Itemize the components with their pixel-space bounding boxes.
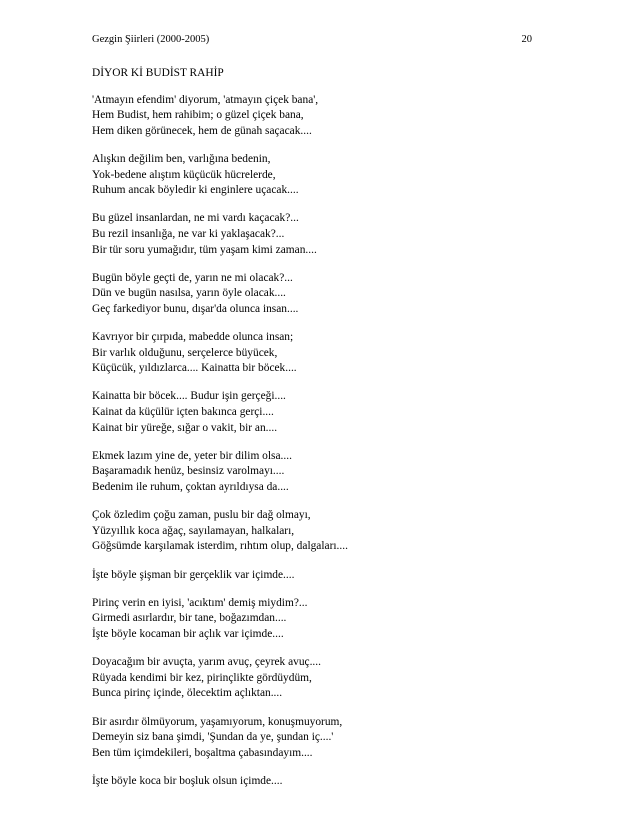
poem-line: 'Atmayın efendim' diyorum, 'atmayın çiçek bana',: [92, 93, 319, 106]
poem-line: Küçücük, yıldızlarca.... Kainatta bir böcek....: [92, 362, 297, 375]
stanza: [92, 211, 562, 258]
poem-line: Geç farkediyor bunu, dışar'da olunca insan....: [92, 302, 299, 315]
poem-line: Bedenim ile ruhum, çoktan ayrıldıysa da....: [92, 481, 289, 494]
poem-line: Girmedi asırlardır, bir tane, boğazımdan....: [92, 612, 287, 625]
poem-line: Pirinç verin en iyisi, 'acıktım' demiş miydim?...: [92, 596, 308, 609]
poem-line: Bugün böyle geçti de, yarın ne mi olacak?...: [92, 271, 293, 284]
stanza: [92, 774, 562, 790]
poem-line: Demeyin siz bana şimdi, 'Şundan da ye, şundan iç....': [92, 731, 334, 744]
poem-line: Rüyada kendimi bir kez, pirinçlikte gördüydüm,: [92, 671, 312, 684]
poem-line: Kainatta bir böcek.... Budur işin gerçeği....: [92, 390, 286, 403]
poem-line: Ruhum ancak böyledir ki enginlere uçacak....: [92, 184, 299, 197]
stanza: [92, 596, 562, 643]
poem-line: Ekmek lazım yine de, yeter bir dilim olsa....: [92, 449, 292, 462]
poem-line: Bir asırdır ölmüyorum, yaşamıyorum, konuşmuyorum,: [92, 715, 343, 728]
stanza: [92, 568, 562, 584]
stanza: [92, 271, 562, 318]
poem-line: Alışkın değilim ben, varlığına bedenin,: [92, 152, 271, 165]
poem-line: Çok özledim çoğu zaman, puslu bir dağ olmayı,: [92, 509, 311, 522]
page-number: 20: [521, 34, 532, 45]
stanza: [92, 152, 562, 199]
poem-title: DİYOR Kİ BUDİST RAHİP: [92, 67, 224, 79]
poem-body: [92, 93, 562, 790]
poem-line: Göğsümde karşılamak isterdim, rıhtım olup, dalgaları....: [92, 540, 348, 553]
header-title: Gezgin Şiirleri (2000-2005): [92, 34, 210, 45]
poem-line: Hem diken görünecek, hem de günah saçacak....: [92, 124, 312, 137]
poem-line: Ben tüm içimdekileri, boşaltma çabasındayım....: [92, 746, 313, 759]
poem-line: İşte böyle koca bir boşluk olsun içimde....: [92, 774, 283, 787]
poem-line: Bu rezil insanlığa, ne var ki yaklaşacak?...: [92, 227, 285, 240]
poem: [92, 66, 562, 802]
poem-line: Bunca pirinç içinde, ölecektim açlıktan....: [92, 687, 283, 700]
stanza: [92, 449, 562, 496]
stanza: [92, 715, 562, 762]
stanza: [92, 655, 562, 702]
poem-line: Yok-bedene alıştım küçücük hücrelerde,: [92, 168, 276, 181]
poem-line: Doyacağım bir avuçta, yarım avuç, çeyrek avuç....: [92, 656, 321, 669]
poem-line: Başaramadık henüz, besinsiz varolmayı....: [92, 465, 285, 478]
poem-line: İşte böyle kocaman bir açlık var içimde....: [92, 627, 284, 640]
poem-line: Yüzyıllık koca ağaç, sayılamayan, halkaları,: [92, 524, 295, 537]
poem-line: İşte böyle şişman bir gerçeklik var içimde....: [92, 568, 295, 581]
poem-line: Bir tür soru yumağıdır, tüm yaşam kimi zaman....: [92, 243, 317, 256]
poem-line: Bir varlık olduğunu, serçelerce büyücek,: [92, 346, 278, 359]
poem-line: Kainat bir yüreğe, sığar o vakit, bir an....: [92, 421, 278, 434]
stanza: [92, 389, 562, 436]
poem-line: Bu güzel insanlardan, ne mi vardı kaçacak?...: [92, 212, 299, 225]
stanza: [92, 508, 562, 555]
stanza: [92, 93, 562, 140]
poem-line: Kainat da küçülür içten bakınca gerçi....: [92, 406, 274, 419]
stanza: [92, 330, 562, 377]
poem-line: Hem Budist, hem rahibim; o güzel çiçek bana,: [92, 109, 304, 122]
poem-line: Dün ve bugün nasılsa, yarın öyle olacak....: [92, 287, 286, 300]
poem-line: Kavrıyor bir çırpıda, mabedde olunca insan;: [92, 331, 294, 344]
